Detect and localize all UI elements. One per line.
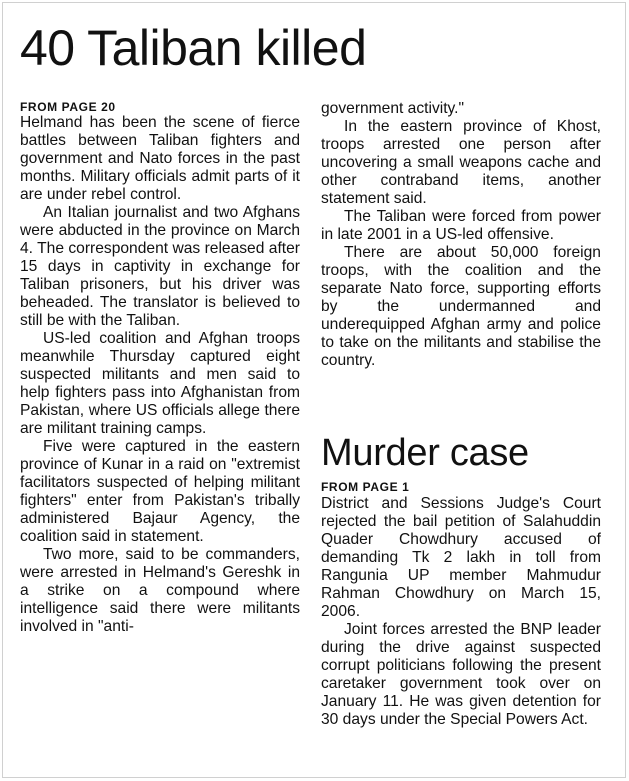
dateline-from-page-20: FROM PAGE 20 [20, 100, 116, 114]
paragraph: Helmand has been the scene of fierce battles between Taliban fighters and government and Nato forces in the past months. Military officials admit parts of it are under rebel control. [20, 114, 300, 203]
paragraph: There are about 50,000 foreign troops, with the coalition and the separate Nato force, supporting efforts by the undermanned and underequipped Afghan army and police to take on the militants and stabilise the country. [321, 244, 601, 369]
headline-taliban: 40 Taliban killed [20, 20, 367, 76]
headline-murder-case: Murder case [321, 432, 529, 474]
article-taliban-column-1 [20, 100, 300, 636]
paragraph: Joint forces arrested the BNP leader during the drive against suspected corrupt politicians following the present caretaker government took over on January 11. He was given detention for 30 days under the Special Powers Act. [321, 621, 601, 728]
paragraph: An Italian journalist and two Afghans were abducted in the province on March 4. The correspondent was released after 15 days in captivity in exchange for Taliban prisoners, but his driver was beheaded. The translator is believed to still be with the Taliban. [20, 204, 300, 329]
article-murder-case [321, 480, 601, 729]
paragraph: Five were captured in the eastern province of Kunar in a raid on "extremist facilitators suspected of helping militant fighters" enter from Pakistan's tribally administered Bajaur Agency, the coalition said in statement. [20, 438, 300, 545]
paragraph: government activity." [321, 100, 465, 117]
paragraph: District and Sessions Judge's Court rejected the bail petition of Salahuddin Quader Chowdhury accused of demanding Tk 2 lakh in toll from Rangunia UP member Mahmudur Rahman Chowdhury on March 15, 2006. [321, 495, 601, 620]
paragraph: The Taliban were forced from power in late 2001 in a US-led offensive. [321, 208, 601, 243]
paragraph: In the eastern province of Khost, troops arrested one person after uncovering a small weapons cache and other contraband items, another statement said. [321, 118, 601, 207]
paragraph: Two more, said to be commanders, were arrested in Helmand's Gereshk in a strike on a compound where intelligence said there were militants involved in "anti- [20, 546, 300, 635]
dateline-from-page-1: FROM PAGE 1 [321, 480, 410, 494]
article-taliban-column-2 [321, 100, 601, 370]
paragraph: US-led coalition and Afghan troops meanwhile Thursday captured eight suspected militants and men said to help fighters pass into Afghanistan from Pakistan, where US officials allege there are militant training camps. [20, 330, 300, 437]
